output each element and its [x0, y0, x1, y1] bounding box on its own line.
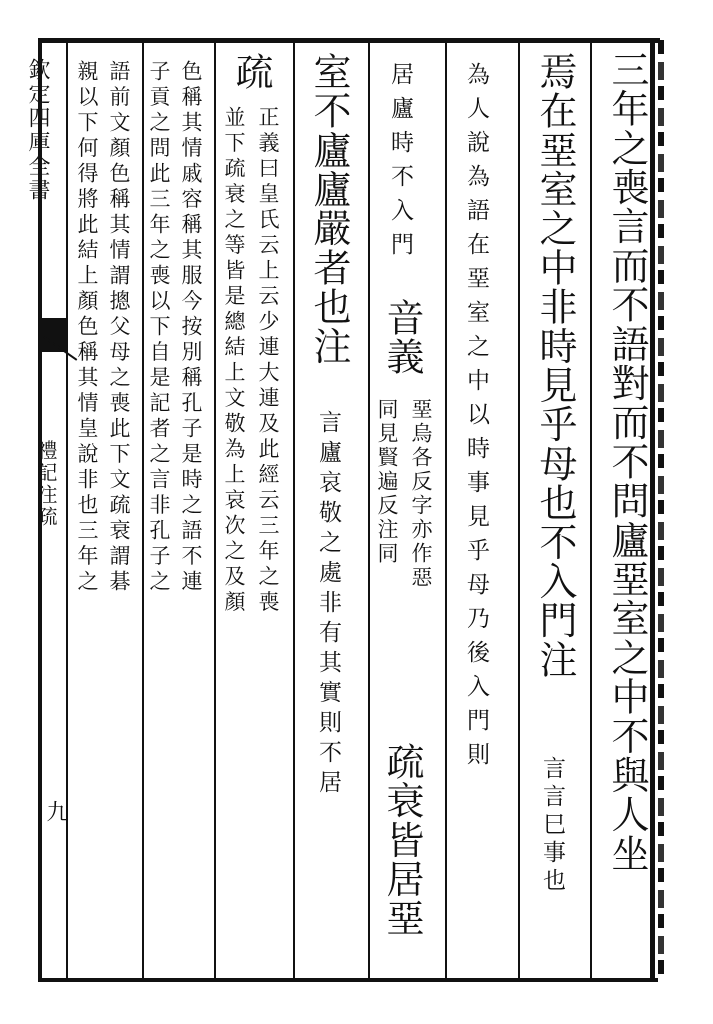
annotation-column-4a: 堊烏各反字亦作惡	[409, 398, 433, 590]
column-divider	[590, 40, 592, 980]
chapter-title: 禮記注疏	[34, 440, 58, 528]
column-divider	[66, 40, 68, 980]
scan-edge	[658, 40, 664, 982]
bottom-border	[38, 978, 660, 982]
yinyi-marker: 音義	[380, 298, 424, 377]
column-divider	[518, 40, 520, 980]
annotation-column-4b: 同見賢遍反注同	[375, 398, 399, 566]
commentary-column-10: 親以下何得將此結上顏色稱其情皇說非也三年之	[75, 60, 99, 596]
commentary-column-6b: 並下疏衰之等皆是總結上文敬為上哀次之及顏	[222, 106, 246, 616]
text-column-3: 為人說為語在堊室之中以時事見乎母乃後入門則	[463, 62, 489, 776]
commentary-column-7: 色稱其情戚容稱其服今按別稱孔子是時之語不連	[179, 60, 203, 596]
commentary-column-9: 語前文顏色稱其情謂摠父母之喪此下文疏衰謂碁	[107, 60, 131, 596]
page-number: 九	[43, 800, 68, 824]
book-title: 欽定四庫全書	[25, 58, 50, 202]
commentary-column-8: 子貢之問此三年之喪以下自是記者之言非孔子之	[147, 60, 171, 596]
text-column-1: 三年之喪言而不語對而不問廬堊室之中不與人坐	[605, 50, 649, 874]
column-divider	[214, 40, 216, 980]
text-column-4b: 疏衰皆居堊	[380, 742, 424, 938]
annotation-column-5: 言廬哀敬之處非有其實則不居	[315, 410, 341, 800]
top-border	[38, 38, 660, 43]
column-divider	[368, 40, 370, 980]
column-divider	[445, 40, 447, 980]
commentary-column-6a: 正義曰皇氏云上云少連大連及此經云三年之喪	[256, 106, 280, 616]
commentary-marker: 疏	[229, 52, 273, 92]
text-column-2: 焉在堊室之中非時見乎母也不入門注	[533, 52, 577, 680]
text-column-4a: 居廬時不入門	[387, 62, 413, 266]
annotation-column-2: 言言巳事也	[539, 756, 565, 896]
text-column-5: 室不廬廬嚴者也注	[307, 52, 351, 366]
column-divider	[293, 40, 295, 980]
